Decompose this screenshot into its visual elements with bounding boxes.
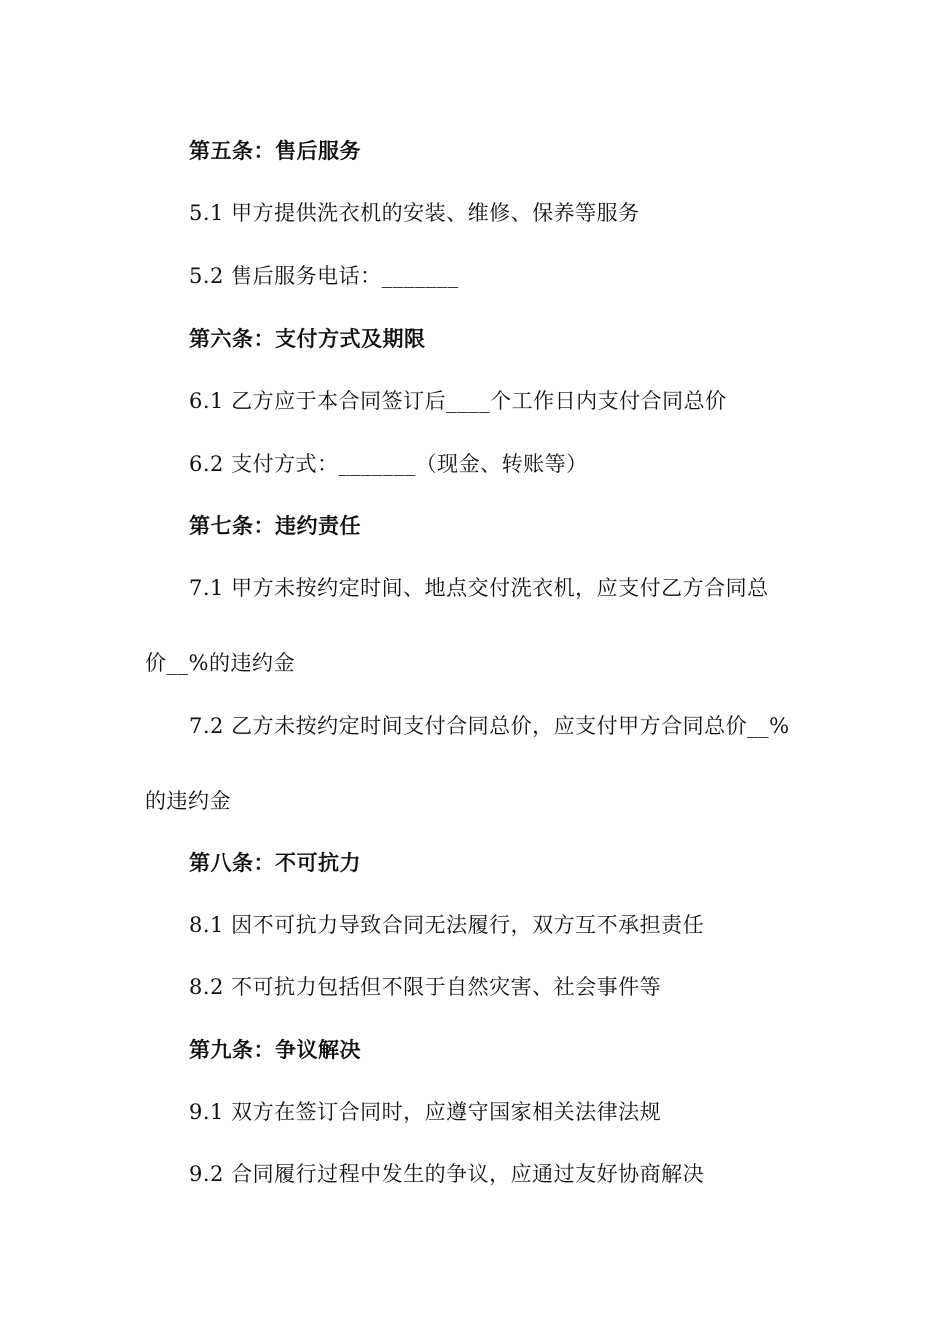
clause-7-2: 7.2 乙方未按约定时间支付合同总价，应支付甲方合同总价__%: [189, 714, 790, 738]
clause-8-1: 8.1 因不可抗力导致合同无法履行，双方互不承担责任: [189, 913, 705, 937]
section-heading-6: 第六条：支付方式及期限: [189, 327, 426, 351]
section-heading-5: 第五条：售后服务: [189, 139, 361, 163]
clause-9-1: 9.1 双方在签订合同时，应遵守国家相关法律法规: [189, 1100, 662, 1124]
clause-6-2: 6.2 支付方式：_______（现金、转账等）: [189, 452, 588, 476]
clause-6-1: 6.1 乙方应于本合同签订后____个工作日内支付合同总价: [189, 389, 727, 413]
clause-9-2: 9.2 合同履行过程中发生的争议，应通过友好协商解决: [189, 1162, 705, 1186]
clause-7-1: 7.1 甲方未按约定时间、地点交付洗衣机，应支付乙方合同总: [189, 576, 769, 600]
section-heading-7: 第七条：违约责任: [189, 514, 361, 538]
section-heading-9: 第九条：争议解决: [189, 1038, 361, 1062]
clause-5-1: 5.1 甲方提供洗衣机的安装、维修、保养等服务: [189, 201, 640, 225]
clause-7-2-continued: 的违约金: [145, 789, 231, 813]
clause-7-1-continued: 价__%的违约金: [145, 651, 295, 675]
clause-5-2: 5.2 售后服务电话：_______: [189, 264, 459, 288]
clause-8-2: 8.2 不可抗力包括但不限于自然灾害、社会事件等: [189, 975, 662, 999]
section-heading-8: 第八条：不可抗力: [189, 851, 361, 875]
